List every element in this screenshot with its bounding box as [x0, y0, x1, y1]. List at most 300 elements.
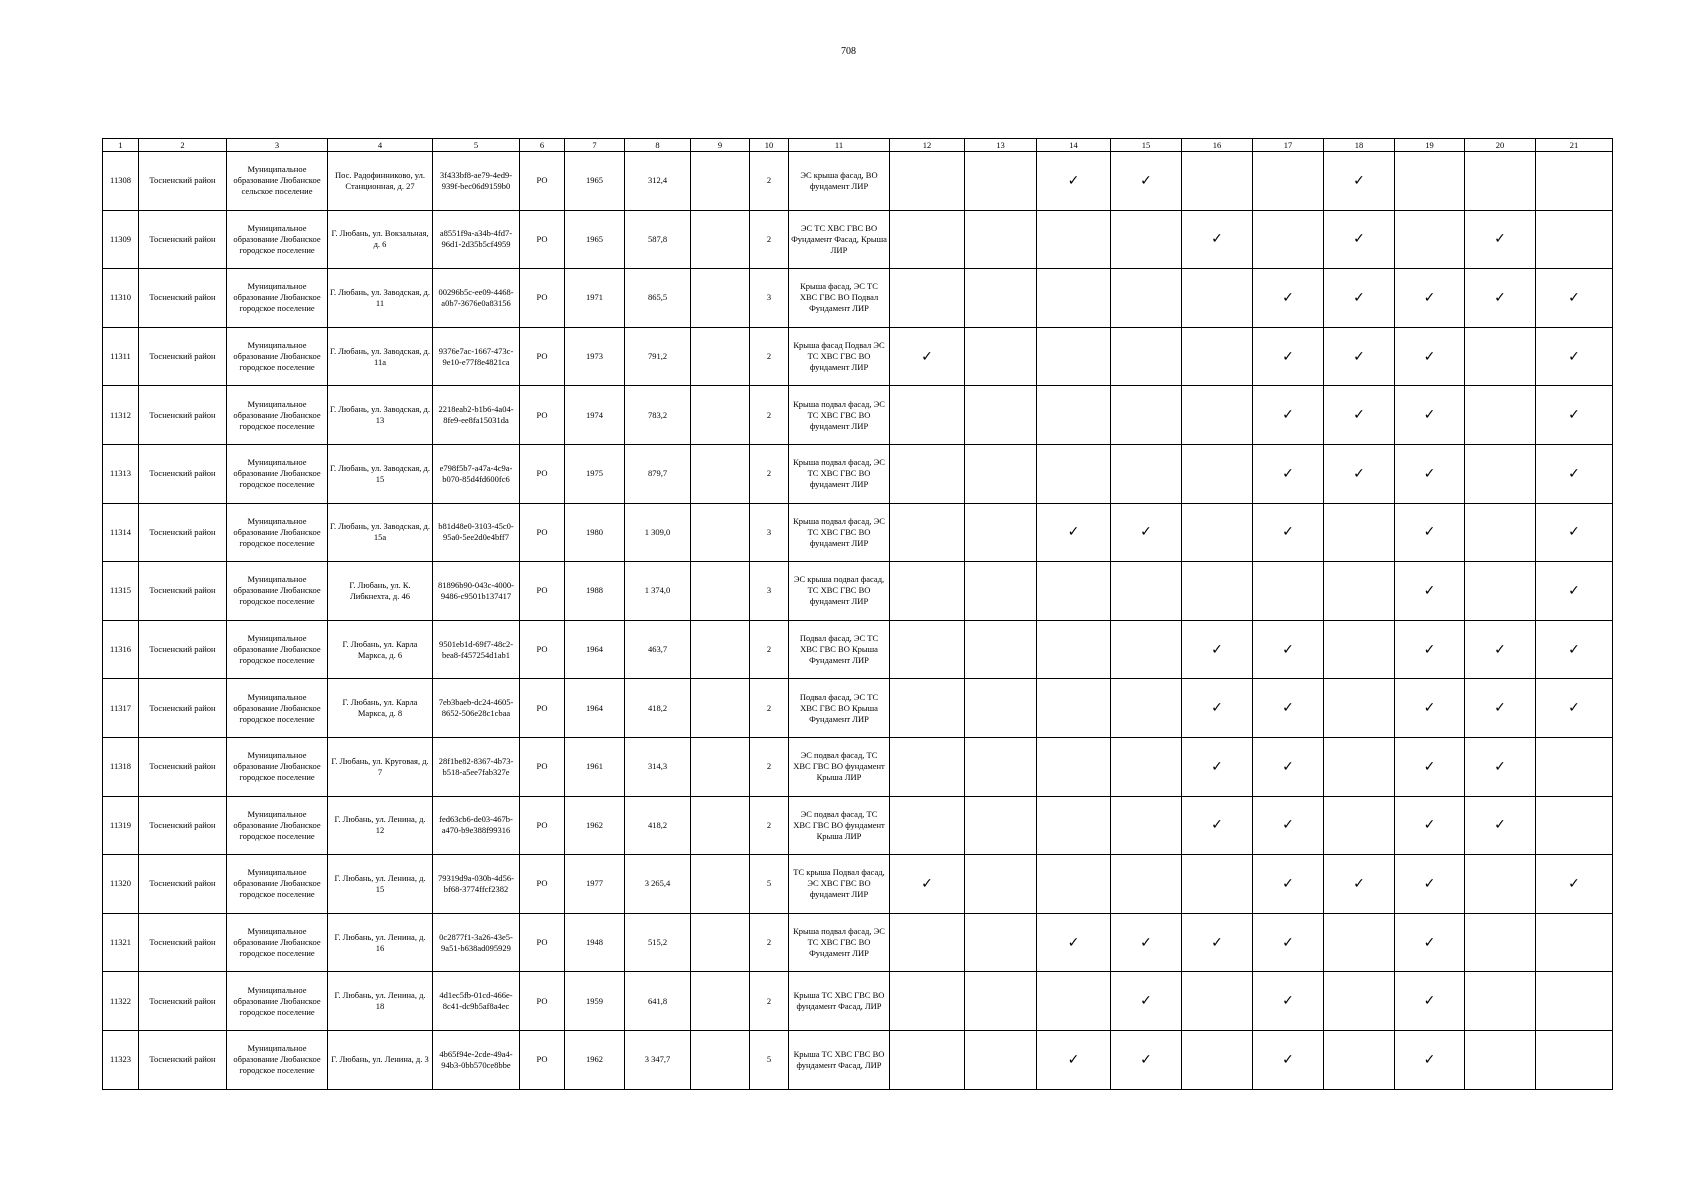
municipality-cell: Муниципальное образование Любанское городское поселение	[227, 210, 328, 269]
district-cell: Тосненский район	[139, 444, 227, 503]
works-cell: Крыша ТС ХВС ГВС ВО фундамент Фасад, ЛИР	[789, 1030, 890, 1089]
mark-cell-14	[1037, 327, 1111, 386]
table-header	[103, 139, 1613, 152]
mark-cell-20	[1465, 913, 1536, 972]
district-cell: Тосненский район	[139, 972, 227, 1031]
mark-cell-17	[1253, 269, 1324, 328]
check-mark-icon: ✓	[1353, 407, 1365, 424]
check-mark-icon: ✓	[1494, 641, 1506, 658]
year-cell: 1973	[565, 327, 625, 386]
mark-cell-20	[1465, 152, 1536, 211]
guid-cell: a8551f9a-a34b-4fd7-96d1-2d35b5cf4959	[433, 210, 520, 269]
mark-cell-12	[890, 972, 965, 1031]
mark-cell-12	[890, 269, 965, 328]
area-cell: 783,2	[625, 386, 691, 445]
check-mark-icon: ✓	[1282, 817, 1294, 834]
guid-cell: 9501eb1d-69f7-48c2-bea8-f457254d1ab1	[433, 620, 520, 679]
mark-cell-15	[1111, 444, 1182, 503]
district-cell: Тосненский район	[139, 327, 227, 386]
floors-cell: 5	[750, 1030, 789, 1089]
mark-cell-21	[1536, 444, 1613, 503]
check-mark-icon: ✓	[1140, 934, 1152, 951]
mark-cell-20	[1465, 620, 1536, 679]
mark-cell-17	[1253, 210, 1324, 269]
mark-cell-19	[1395, 737, 1465, 796]
mark-cell-14	[1037, 1030, 1111, 1089]
mark-cell-18	[1324, 327, 1395, 386]
mark-cell-13	[965, 620, 1037, 679]
page-number: 708	[841, 46, 856, 57]
check-mark-icon: ✓	[1211, 641, 1223, 658]
check-mark-icon: ✓	[1282, 289, 1294, 306]
check-mark-icon: ✓	[1353, 465, 1365, 482]
mark-cell-12	[890, 796, 965, 855]
district-cell: Тосненский район	[139, 679, 227, 738]
table-row	[103, 152, 1613, 211]
check-mark-icon: ✓	[1494, 289, 1506, 306]
mark-cell-19	[1395, 503, 1465, 562]
mark-cell-12	[890, 855, 965, 914]
mark-cell-15	[1111, 269, 1182, 328]
address-cell: Г. Любань, ул. Ленина, д. 3	[328, 1030, 433, 1089]
year-cell: 1948	[565, 913, 625, 972]
check-mark-icon: ✓	[1211, 758, 1223, 775]
municipality-cell: Муниципальное образование Любанское городское поселение	[227, 737, 328, 796]
type-cell: РО	[520, 386, 565, 445]
guid-cell: 00296b5c-ee09-4468-a0b7-3676e0a83156	[433, 269, 520, 328]
mark-cell-19	[1395, 972, 1465, 1031]
mark-cell-18	[1324, 386, 1395, 445]
year-cell: 1961	[565, 737, 625, 796]
mark-cell-20	[1465, 562, 1536, 621]
mark-cell-14	[1037, 679, 1111, 738]
check-mark-icon: ✓	[1568, 289, 1580, 306]
check-mark-icon: ✓	[1423, 582, 1436, 599]
area-cell: 312,4	[625, 152, 691, 211]
works-cell: ЭС крыша подвал фасад, ТС ХВС ГВС ВО фундамент ЛИР	[789, 562, 890, 621]
district-cell: Тосненский район	[139, 737, 227, 796]
type-cell: РО	[520, 444, 565, 503]
district-cell: Тосненский район	[139, 269, 227, 328]
mark-cell-13	[965, 269, 1037, 328]
check-mark-icon: ✓	[1423, 348, 1436, 365]
check-mark-icon: ✓	[1423, 641, 1436, 658]
mark-cell-12	[890, 386, 965, 445]
mark-cell-12	[890, 152, 965, 211]
municipality-cell: Муниципальное образование Любанское городское поселение	[227, 269, 328, 328]
area-cell: 1 374,0	[625, 562, 691, 621]
check-mark-icon: ✓	[1140, 993, 1152, 1010]
type-cell: РО	[520, 796, 565, 855]
table-row	[103, 679, 1613, 738]
mark-cell-15	[1111, 620, 1182, 679]
works-cell: Крыша фасад Подвал ЭС ТС ХВС ГВС ВО фундамент ЛИР	[789, 327, 890, 386]
check-mark-icon: ✓	[1282, 875, 1294, 892]
mark-cell-21	[1536, 210, 1613, 269]
mark-cell-13	[965, 913, 1037, 972]
mark-cell-18	[1324, 679, 1395, 738]
mark-cell-17	[1253, 737, 1324, 796]
mark-cell-17	[1253, 855, 1324, 914]
row-number: 11315	[103, 562, 139, 621]
mark-cell-16	[1182, 503, 1253, 562]
check-mark-icon: ✓	[921, 875, 933, 892]
type-cell: РО	[520, 737, 565, 796]
check-mark-icon: ✓	[1282, 758, 1294, 775]
mark-cell-17	[1253, 562, 1324, 621]
column-9-cell	[691, 679, 750, 738]
mark-cell-20	[1465, 503, 1536, 562]
column-9-cell	[691, 1030, 750, 1089]
mark-cell-12	[890, 913, 965, 972]
mark-cell-21	[1536, 269, 1613, 328]
check-mark-icon: ✓	[1423, 465, 1436, 482]
floors-cell: 2	[750, 972, 789, 1031]
check-mark-icon: ✓	[1211, 934, 1223, 951]
table-row	[103, 210, 1613, 269]
check-mark-icon: ✓	[1423, 875, 1436, 892]
works-cell: Крыша подвал фасад, ЭС ТС ХВС ГВС ВО фундамент ЛИР	[789, 386, 890, 445]
mark-cell-12	[890, 327, 965, 386]
table-row	[103, 855, 1613, 914]
table-body	[103, 152, 1613, 1090]
type-cell: РО	[520, 679, 565, 738]
municipality-cell: Муниципальное образование Любанское городское поселение	[227, 679, 328, 738]
mark-cell-20	[1465, 210, 1536, 269]
mark-cell-18	[1324, 269, 1395, 328]
mark-cell-17	[1253, 913, 1324, 972]
year-cell: 1962	[565, 1030, 625, 1089]
type-cell: РО	[520, 503, 565, 562]
column-header-4: 4	[328, 139, 433, 152]
table-row	[103, 1030, 1613, 1089]
type-cell: РО	[520, 327, 565, 386]
check-mark-icon: ✓	[1423, 407, 1436, 424]
works-cell: ТС крыша Подвал фасад, ЭС ХВС ГВС ВО фундамент ЛИР	[789, 855, 890, 914]
mark-cell-18	[1324, 1030, 1395, 1089]
mark-cell-19	[1395, 679, 1465, 738]
area-cell: 641,8	[625, 972, 691, 1031]
mark-cell-17	[1253, 972, 1324, 1031]
mark-cell-19	[1395, 327, 1465, 386]
year-cell: 1988	[565, 562, 625, 621]
check-mark-icon: ✓	[1568, 524, 1580, 541]
column-header-2: 2	[139, 139, 227, 152]
row-number: 11308	[103, 152, 139, 211]
type-cell: РО	[520, 210, 565, 269]
mark-cell-12	[890, 679, 965, 738]
check-mark-icon: ✓	[1423, 993, 1436, 1010]
mark-cell-19	[1395, 269, 1465, 328]
address-cell: Г. Любань, ул. Заводская, д. 11а	[328, 327, 433, 386]
row-number: 11311	[103, 327, 139, 386]
check-mark-icon: ✓	[1211, 700, 1223, 717]
check-mark-icon: ✓	[1211, 817, 1223, 834]
check-mark-icon: ✓	[1423, 289, 1436, 306]
works-cell: Крыша подвал фасад, ЭС ТС ХВС ГВС ВО Фундамент ЛИР	[789, 913, 890, 972]
check-mark-icon: ✓	[1423, 817, 1436, 834]
address-cell: Г. Любань, ул. Ленина, д. 12	[328, 796, 433, 855]
type-cell: РО	[520, 913, 565, 972]
address-cell: Г. Любань, ул. Ленина, д. 18	[328, 972, 433, 1031]
check-mark-icon: ✓	[1067, 1051, 1080, 1068]
check-mark-icon: ✓	[1353, 172, 1365, 189]
mark-cell-14	[1037, 444, 1111, 503]
address-cell: Г. Любань, ул. Вокзальная, д. 6	[328, 210, 433, 269]
floors-cell: 2	[750, 796, 789, 855]
mark-cell-15	[1111, 503, 1182, 562]
district-cell: Тосненский район	[139, 620, 227, 679]
row-number: 11310	[103, 269, 139, 328]
area-cell: 463,7	[625, 620, 691, 679]
works-cell: Подвал фасад, ЭС ТС ХВС ГВС ВО Крыша Фундамент ЛИР	[789, 679, 890, 738]
floors-cell: 3	[750, 503, 789, 562]
municipality-cell: Муниципальное образование Любанское городское поселение	[227, 327, 328, 386]
floors-cell: 2	[750, 444, 789, 503]
mark-cell-19	[1395, 562, 1465, 621]
check-mark-icon: ✓	[1568, 641, 1580, 658]
guid-cell: 4b65f94e-2cde-49a4-94b3-0bb570ce8bbe	[433, 1030, 520, 1089]
address-cell: Г. Любань, ул. Карла Маркса, д. 8	[328, 679, 433, 738]
check-mark-icon: ✓	[1423, 524, 1436, 541]
guid-cell: fed63cb6-de03-467b-a470-b9e388f99316	[433, 796, 520, 855]
column-header-7: 7	[565, 139, 625, 152]
mark-cell-12	[890, 210, 965, 269]
check-mark-icon: ✓	[1353, 231, 1365, 248]
column-header-16: 16	[1182, 139, 1253, 152]
column-9-cell	[691, 444, 750, 503]
mark-cell-17	[1253, 620, 1324, 679]
check-mark-icon: ✓	[1568, 407, 1580, 424]
mark-cell-20	[1465, 796, 1536, 855]
year-cell: 1971	[565, 269, 625, 328]
column-header-5: 5	[433, 139, 520, 152]
mark-cell-14	[1037, 386, 1111, 445]
mark-cell-19	[1395, 620, 1465, 679]
district-cell: Тосненский район	[139, 210, 227, 269]
mark-cell-15	[1111, 210, 1182, 269]
floors-cell: 2	[750, 327, 789, 386]
mark-cell-15	[1111, 972, 1182, 1031]
mark-cell-15	[1111, 913, 1182, 972]
mark-cell-17	[1253, 503, 1324, 562]
year-cell: 1980	[565, 503, 625, 562]
mark-cell-20	[1465, 386, 1536, 445]
row-number: 11322	[103, 972, 139, 1031]
year-cell: 1975	[565, 444, 625, 503]
check-mark-icon: ✓	[1282, 348, 1294, 365]
district-cell: Тосненский район	[139, 152, 227, 211]
mark-cell-14	[1037, 210, 1111, 269]
row-number: 11320	[103, 855, 139, 914]
mark-cell-15	[1111, 1030, 1182, 1089]
floors-cell: 2	[750, 152, 789, 211]
mark-cell-20	[1465, 855, 1536, 914]
column-header-17: 17	[1253, 139, 1324, 152]
check-mark-icon: ✓	[1067, 934, 1080, 951]
mark-cell-17	[1253, 796, 1324, 855]
district-cell: Тосненский район	[139, 503, 227, 562]
check-mark-icon: ✓	[1353, 875, 1365, 892]
mark-cell-15	[1111, 855, 1182, 914]
municipality-cell: Муниципальное образование Любанское городское поселение	[227, 972, 328, 1031]
check-mark-icon: ✓	[1140, 524, 1152, 541]
column-9-cell	[691, 913, 750, 972]
check-mark-icon: ✓	[1282, 524, 1294, 541]
guid-cell: 9376e7ac-1667-473c-9e10-e77f8e4821ca	[433, 327, 520, 386]
floors-cell: 2	[750, 737, 789, 796]
mark-cell-13	[965, 210, 1037, 269]
mark-cell-16	[1182, 210, 1253, 269]
area-cell: 3 347,7	[625, 1030, 691, 1089]
column-number-row	[103, 139, 1613, 152]
mark-cell-21	[1536, 972, 1613, 1031]
mark-cell-15	[1111, 562, 1182, 621]
guid-cell: b81d48e0-3103-45c0-95a0-5ee2d0e4bff7	[433, 503, 520, 562]
check-mark-icon: ✓	[1568, 700, 1580, 717]
mark-cell-14	[1037, 620, 1111, 679]
column-9-cell	[691, 503, 750, 562]
column-header-6: 6	[520, 139, 565, 152]
mark-cell-15	[1111, 737, 1182, 796]
check-mark-icon: ✓	[1423, 1051, 1436, 1068]
mark-cell-12	[890, 1030, 965, 1089]
check-mark-icon: ✓	[1282, 407, 1294, 424]
type-cell: РО	[520, 1030, 565, 1089]
mark-cell-16	[1182, 152, 1253, 211]
check-mark-icon: ✓	[1282, 1051, 1294, 1068]
check-mark-icon: ✓	[1140, 1051, 1152, 1068]
mark-cell-19	[1395, 913, 1465, 972]
mark-cell-16	[1182, 269, 1253, 328]
mark-cell-15	[1111, 152, 1182, 211]
register-table	[102, 138, 1613, 1090]
type-cell: РО	[520, 620, 565, 679]
column-header-19: 19	[1395, 139, 1465, 152]
year-cell: 1977	[565, 855, 625, 914]
district-cell: Тосненский район	[139, 1030, 227, 1089]
mark-cell-17	[1253, 444, 1324, 503]
municipality-cell: Муниципальное образование Любанское городское поселение	[227, 503, 328, 562]
check-mark-icon: ✓	[1282, 465, 1294, 482]
check-mark-icon: ✓	[1494, 231, 1506, 248]
mark-cell-15	[1111, 327, 1182, 386]
floors-cell: 2	[750, 679, 789, 738]
mark-cell-16	[1182, 386, 1253, 445]
mark-cell-18	[1324, 444, 1395, 503]
mark-cell-21	[1536, 737, 1613, 796]
check-mark-icon: ✓	[1282, 934, 1294, 951]
address-cell: Г. Любань, ул. Ленина, д. 15	[328, 855, 433, 914]
mark-cell-17	[1253, 1030, 1324, 1089]
mark-cell-18	[1324, 210, 1395, 269]
floors-cell: 5	[750, 855, 789, 914]
check-mark-icon: ✓	[1067, 172, 1080, 189]
column-header-13: 13	[965, 139, 1037, 152]
column-header-18: 18	[1324, 139, 1395, 152]
column-header-11: 11	[789, 139, 890, 152]
mark-cell-13	[965, 796, 1037, 855]
guid-cell: 0c2877f1-3a26-43e5-9a51-b638ad095929	[433, 913, 520, 972]
table-row	[103, 269, 1613, 328]
guid-cell: 7eb3baeb-dc24-4605-8652-506e28c1cbaa	[433, 679, 520, 738]
district-cell: Тосненский район	[139, 855, 227, 914]
mark-cell-17	[1253, 386, 1324, 445]
mark-cell-13	[965, 562, 1037, 621]
table-row	[103, 562, 1613, 621]
area-cell: 865,5	[625, 269, 691, 328]
works-cell: ЭС ТС ХВС ГВС ВО Фундамент Фасад, Крыша ЛИР	[789, 210, 890, 269]
municipality-cell: Муниципальное образование Любанское городское поселение	[227, 620, 328, 679]
mark-cell-20	[1465, 972, 1536, 1031]
column-header-8: 8	[625, 139, 691, 152]
mark-cell-19	[1395, 386, 1465, 445]
mark-cell-18	[1324, 152, 1395, 211]
column-header-21: 21	[1536, 139, 1613, 152]
mark-cell-14	[1037, 855, 1111, 914]
mark-cell-16	[1182, 796, 1253, 855]
mark-cell-16	[1182, 679, 1253, 738]
area-cell: 3 265,4	[625, 855, 691, 914]
mark-cell-20	[1465, 737, 1536, 796]
mark-cell-19	[1395, 444, 1465, 503]
mark-cell-18	[1324, 737, 1395, 796]
area-cell: 314,3	[625, 737, 691, 796]
mark-cell-16	[1182, 327, 1253, 386]
guid-cell: 81896b90-043c-4000-9486-c9501b137417	[433, 562, 520, 621]
works-cell: Подвал фасад, ЭС ТС ХВС ГВС ВО Крыша Фундамент ЛИР	[789, 620, 890, 679]
mark-cell-16	[1182, 972, 1253, 1031]
guid-cell: 79319d9a-030b-4d56-bf68-3774ffcf2382	[433, 855, 520, 914]
row-number: 11321	[103, 913, 139, 972]
column-header-20: 20	[1465, 139, 1536, 152]
mark-cell-12	[890, 503, 965, 562]
table-row	[103, 796, 1613, 855]
municipality-cell: Муниципальное образование Любанское городское поселение	[227, 386, 328, 445]
mark-cell-21	[1536, 679, 1613, 738]
address-cell: Г. Любань, ул. Заводская, д. 15а	[328, 503, 433, 562]
mark-cell-14	[1037, 152, 1111, 211]
mark-cell-20	[1465, 679, 1536, 738]
row-number: 11316	[103, 620, 139, 679]
check-mark-icon: ✓	[1494, 700, 1506, 717]
type-cell: РО	[520, 562, 565, 621]
district-cell: Тосненский район	[139, 796, 227, 855]
mark-cell-19	[1395, 855, 1465, 914]
column-header-14: 14	[1037, 139, 1111, 152]
guid-cell: 3f433bf8-ae79-4ed9-939f-bec06d9159b0	[433, 152, 520, 211]
address-cell: Г. Любань, ул. Заводская, д. 13	[328, 386, 433, 445]
works-cell: ЭС подвал фасад, ТС ХВС ГВС ВО фундамент Крыша ЛИР	[789, 737, 890, 796]
address-cell: Г. Любань, ул. Заводская, д. 11	[328, 269, 433, 328]
check-mark-icon: ✓	[1282, 700, 1294, 717]
mark-cell-13	[965, 972, 1037, 1031]
works-cell: ЭС крыша фасад, ВО фундамент ЛИР	[789, 152, 890, 211]
district-cell: Тосненский район	[139, 386, 227, 445]
mark-cell-21	[1536, 913, 1613, 972]
type-cell: РО	[520, 972, 565, 1031]
mark-cell-20	[1465, 269, 1536, 328]
mark-cell-20	[1465, 1030, 1536, 1089]
address-cell: Пос. Радофинниково, ул. Станционная, д. 27	[328, 152, 433, 211]
type-cell: РО	[520, 152, 565, 211]
mark-cell-13	[965, 737, 1037, 796]
mark-cell-13	[965, 152, 1037, 211]
column-9-cell	[691, 386, 750, 445]
column-9-cell	[691, 620, 750, 679]
check-mark-icon: ✓	[1568, 875, 1580, 892]
row-number: 11318	[103, 737, 139, 796]
